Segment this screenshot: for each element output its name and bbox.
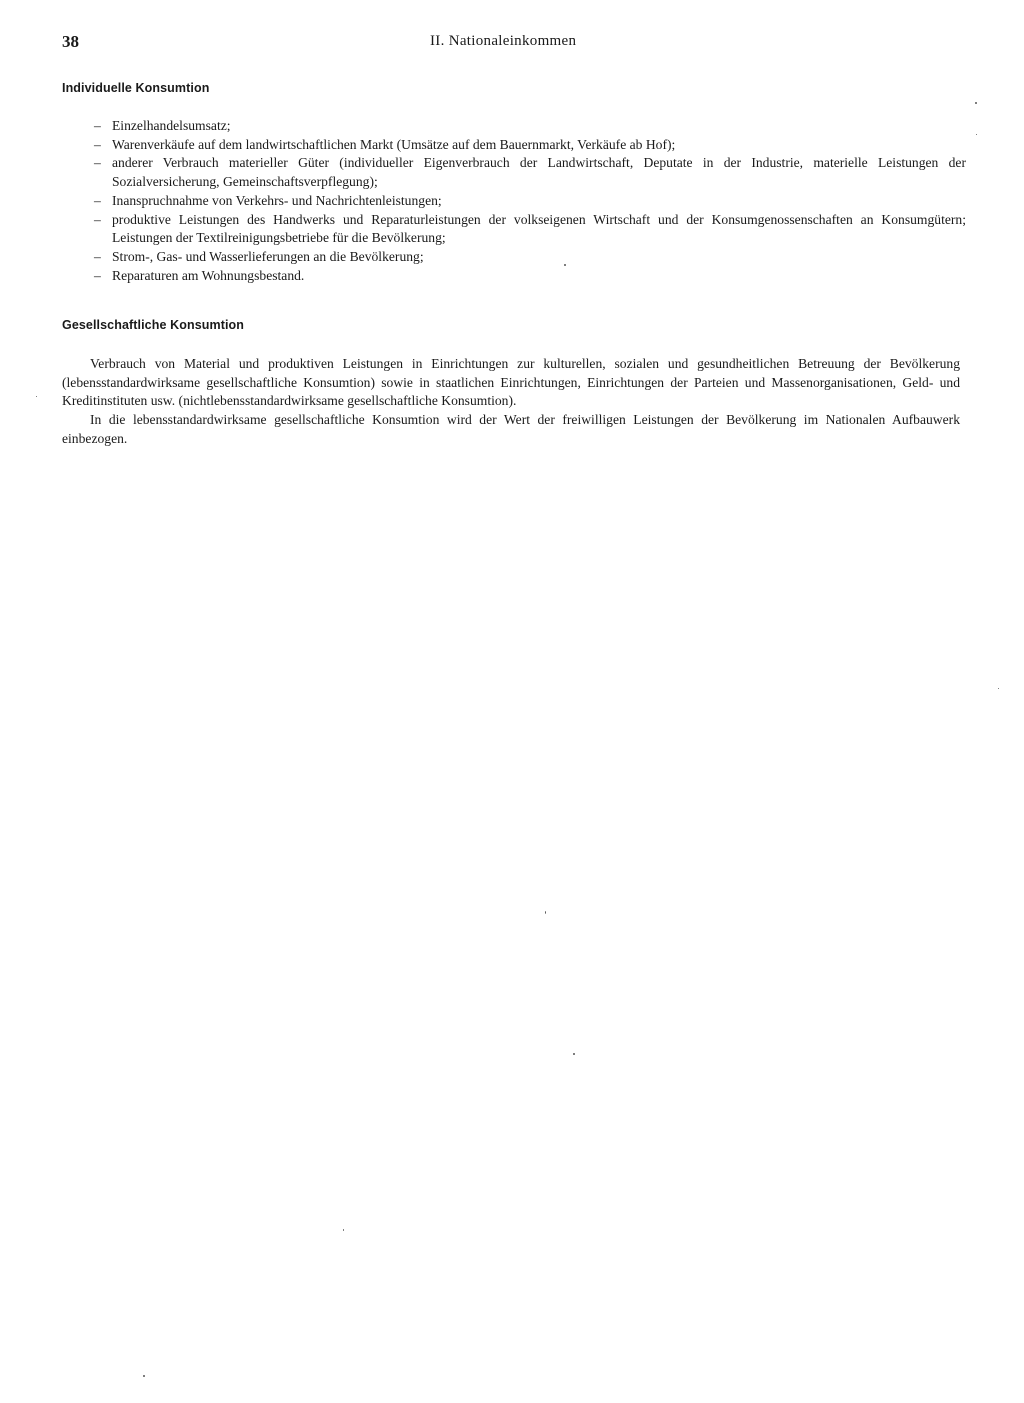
list-item: – Einzelhandelsumsatz;	[94, 117, 966, 136]
list-item: – Strom-, Gas- und Wasserlieferungen an die Bevölkerung;	[94, 248, 966, 267]
section-heading-individual: Individuelle Konsumtion	[62, 81, 210, 95]
running-header: II. Nationaleinkommen	[430, 33, 577, 49]
scan-speck	[343, 1229, 344, 1231]
scan-speck	[976, 134, 977, 135]
section-heading-social: Gesellschaftliche Konsumtion	[62, 318, 245, 332]
scan-speck	[573, 1053, 575, 1055]
scan-speck	[143, 1375, 145, 1377]
scan-speck	[564, 264, 566, 266]
paragraph: In die lebensstandardwirksame gesellschaftliche Konsumtion wird der Wert der freiwilligen Leistungen der Bevölkerung im Nationalen Aufbauwerk einbezogen.	[62, 412, 960, 446]
paragraph: Verbrauch von Material und produktiven Leistungen in Einrichtungen zur kulturellen, sozialen und gesundheitlichen Betreuung der Bevölkerung (lebensstandardwirksame gesellschaftliche Konsumtion) sowie in staatlichen Einrichtungen, Einrichtungen der Parteien und Massenorganisationen, Geld- und Kreditinstituten usw. (nichtlebensstandardwirksame gesellschaftliche Konsumtion).	[62, 356, 960, 409]
scan-speck	[998, 688, 999, 689]
scan-speck	[545, 911, 546, 914]
list-item: – Inanspruchnahme von Verkehrs- und Nachrichtenleistungen;	[94, 192, 966, 211]
social-consumption-text	[62, 355, 960, 449]
list-item: – Warenverkäufe auf dem landwirtschaftlichen Markt (Umsätze auf dem Bauernmarkt, Verkäufe ab Hof);	[94, 136, 966, 155]
list-item: – anderer Verbrauch materieller Güter (individueller Eigenverbrauch der Landwirtschaft, Deputate in der Industrie, materielle Leistungen der Sozialversicherung, Gemeinschaftsverpflegung);	[94, 154, 966, 191]
scan-speck	[975, 102, 977, 104]
list-item: – Reparaturen am Wohnungsbestand.	[94, 267, 966, 286]
list-item: – produktive Leistungen des Handwerks und Reparaturleistungen der volkseigenen Wirtschaft und der Konsumgenossenschaften an Konsumgütern; Leistungen der Textilreinigungsbetriebe für die Bevölkerung;	[94, 211, 966, 248]
page-number: 38	[62, 32, 79, 51]
consumption-item-list	[94, 117, 966, 285]
scan-speck	[36, 396, 37, 397]
